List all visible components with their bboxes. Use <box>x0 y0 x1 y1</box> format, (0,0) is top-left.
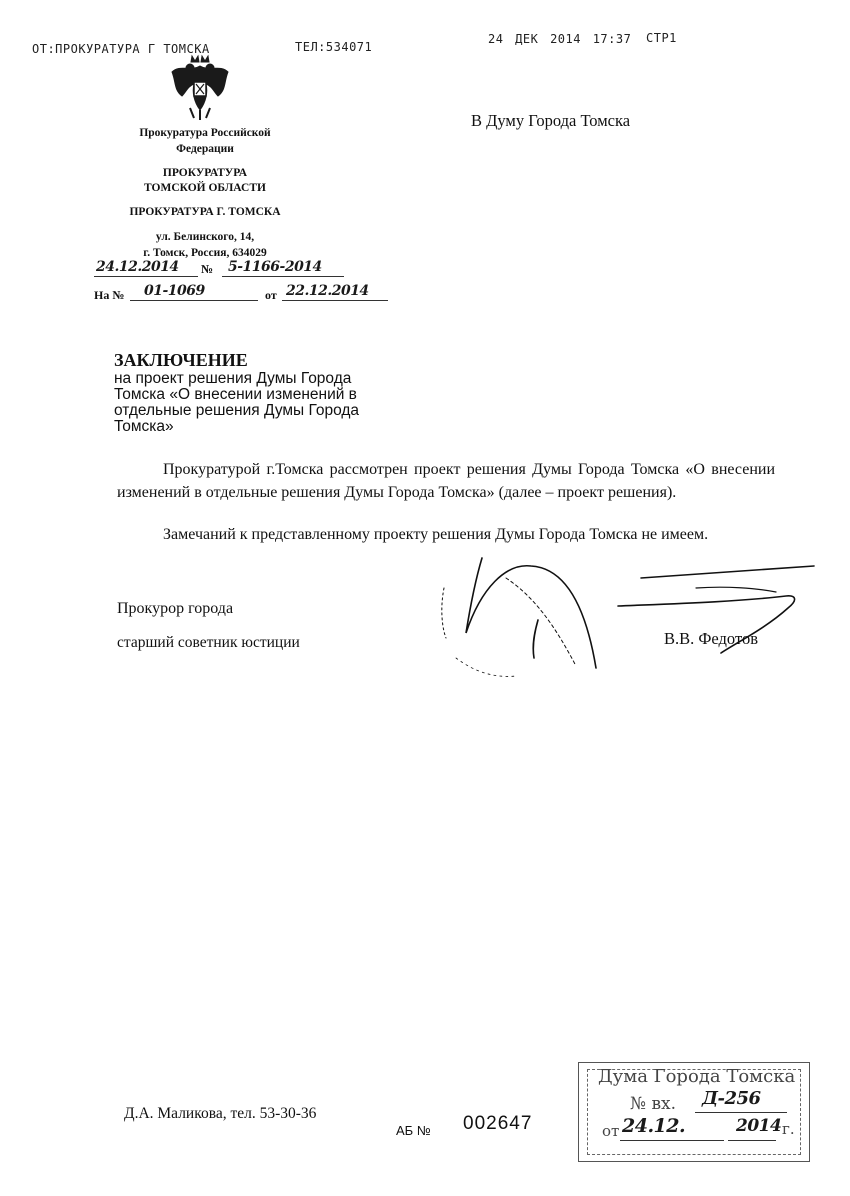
stamp-year-suffix: г. <box>782 1120 795 1138</box>
underline <box>695 1112 787 1113</box>
underline <box>222 276 344 277</box>
title-line1: на проект решения Думы Города <box>114 370 352 387</box>
underline <box>620 1140 724 1141</box>
body-paragraph-2: Замечаний к представленному проекту решения Думы Города Томска не имеем. <box>163 526 709 543</box>
document-title: ЗАКЛЮЧЕНИЕ <box>114 350 248 370</box>
reply-from-label: от <box>265 288 277 302</box>
underline <box>94 276 198 277</box>
outgoing-number-label: № <box>201 262 214 276</box>
title-line2: Томска «О внесении изменений в <box>114 386 357 403</box>
underline <box>130 300 258 301</box>
stamp-in-label: № вх. <box>630 1094 677 1114</box>
stamp-org: Дума Города Томска <box>598 1066 796 1087</box>
sender-address2: г. Томск, Россия, 634029 <box>143 247 267 259</box>
sender-line4: ТОМСКОЙ ОБЛАСТИ <box>144 182 266 194</box>
fax-from: ОТ:ПРОКУРАТУРА Г ТОМСКА <box>32 42 210 56</box>
title-line3: отдельные решения Думы Города <box>114 402 360 419</box>
executor-contact: Д.А. Маликова, тел. 53-30-36 <box>124 1105 317 1122</box>
outgoing-date: 24.12.2014 <box>96 259 179 275</box>
stamp-in-number: Д-256 <box>702 1088 761 1109</box>
reply-number-label: На № <box>94 288 125 302</box>
sender-line5: ПРОКУРАТУРА Г. ТОМСКА <box>129 206 281 218</box>
fax-page: СТР1 <box>646 31 677 45</box>
signer-position-1: Прокурор города <box>117 600 234 617</box>
coat-of-arms-icon <box>168 52 232 122</box>
recipient: В Думу Города Томска <box>471 111 631 130</box>
sender-address1: ул. Белинского, 14, <box>155 231 255 243</box>
stamp-year: 2014 <box>736 1116 782 1136</box>
fax-date: 24 ДЕК 2014 17:37 <box>488 32 632 46</box>
reply-number: 01-1069 <box>144 283 205 299</box>
form-label: АБ № <box>396 1123 431 1138</box>
underline <box>728 1140 776 1141</box>
title-line4: Томска» <box>114 418 174 435</box>
form-number: 002647 <box>463 1113 533 1134</box>
stamp-date-label: от <box>602 1122 620 1140</box>
sender-line1: Прокуратура Российской <box>139 127 271 139</box>
underline <box>282 300 388 301</box>
fax-phone: ТЕЛ:534071 <box>295 40 373 54</box>
sender-line2: Федерации <box>176 143 234 155</box>
signer-position-2: старший советник юстиции <box>117 634 300 651</box>
outgoing-number: 5-1166-2014 <box>228 259 322 275</box>
handwritten-signature <box>436 548 816 688</box>
signer-name: В.В. Федотов <box>664 629 758 648</box>
body-paragraph-1: Прокуратурой г.Томска рассмотрен проект решения Думы Города Томска «О внесении изменений в отдельные решения Думы Города Томска» (далее – проект решения). <box>117 461 775 501</box>
stamp-date: 24.12. <box>622 1115 686 1137</box>
sender-line3: ПРОКУРАТУРА <box>162 167 248 179</box>
reply-date: 22.12.2014 <box>286 283 369 299</box>
